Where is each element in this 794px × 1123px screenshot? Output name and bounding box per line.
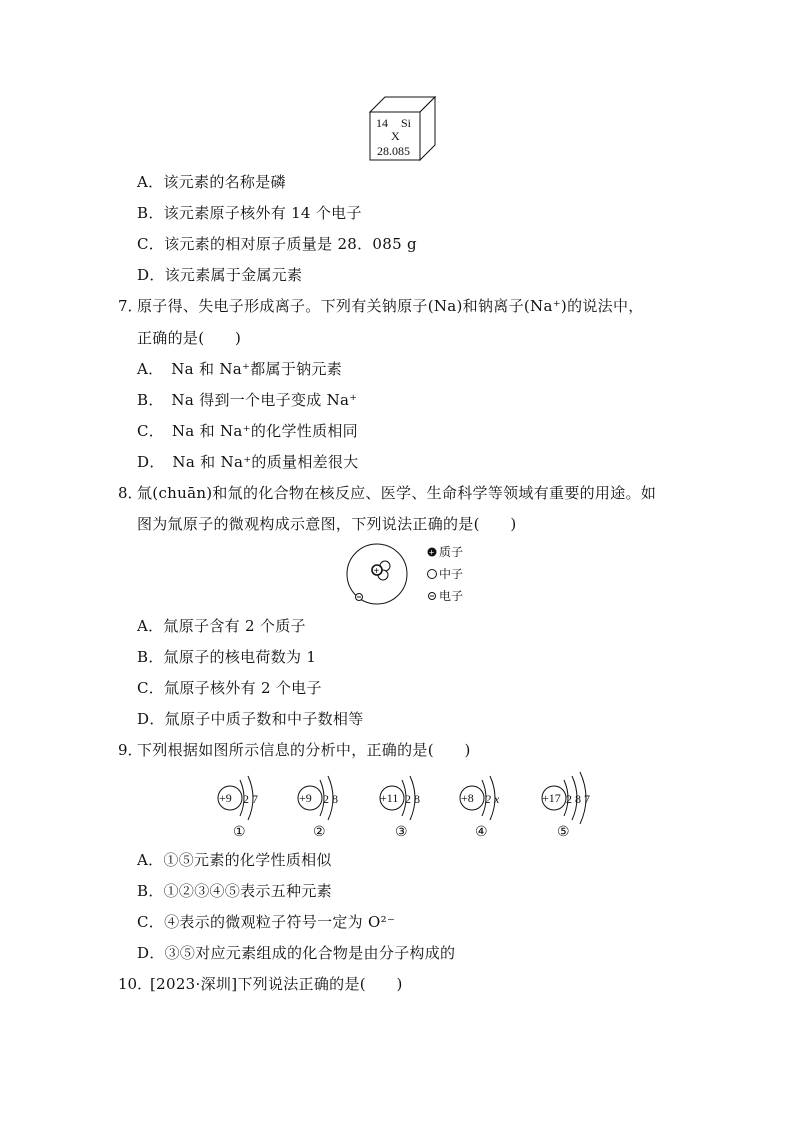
- atom-diagram-5: [542, 772, 590, 840]
- svg-text:+9: +9: [219, 791, 232, 805]
- svg-text:+11: +11: [380, 791, 399, 805]
- svg-text:2 x: 2 x: [485, 792, 500, 806]
- legend-neutron: 中子: [439, 567, 464, 581]
- q7-option-a: A． Na 和 Na⁺都属于钠元素: [137, 360, 343, 378]
- q9-option-b: B．①②③④⑤表示五种元素: [137, 882, 332, 900]
- q8-number: 8．: [118, 484, 143, 502]
- atom-diagram-2: [298, 776, 338, 840]
- q7-option-b: B． Na 得到一个电子变成 Na⁺: [137, 391, 358, 409]
- svg-text:②: ②: [313, 825, 326, 840]
- svg-text:①: ①: [233, 825, 246, 840]
- svg-text:+9: +9: [299, 791, 312, 805]
- legend-electron: 电子: [439, 589, 464, 603]
- q9-stem: 下列根据如图所示信息的分析中，正确的是( ): [137, 741, 471, 759]
- atom-diagram-3: [380, 776, 420, 840]
- svg-text:③: ③: [395, 825, 408, 840]
- q8-stem-line2: 图为氚原子的微观构成示意图，下列说法正确的是( ): [137, 515, 517, 533]
- q6-option-c: C．该元素的相对原子质量是 28．085 g: [137, 235, 417, 253]
- q8-option-d: D．氚原子中质子数和中子数相等: [137, 710, 364, 728]
- svg-text:④: ④: [475, 825, 488, 840]
- element-symbol: Si: [401, 116, 412, 130]
- q7-option-d: D． Na 和 Na⁺的质量相差很大: [137, 453, 359, 471]
- q7-option-c: C． Na 和 Na⁺的化学性质相同: [137, 422, 358, 440]
- legend-proton: 质子: [439, 545, 464, 559]
- svg-text:+: +: [429, 547, 435, 558]
- q9-option-a: A．①⑤元素的化学性质相似: [137, 851, 332, 869]
- element-mass: 28.085: [377, 144, 410, 158]
- q9-number: 9．: [118, 741, 143, 759]
- q6-option-a: A．该元素的名称是磷: [137, 173, 286, 191]
- q7-stem-line2: 正确的是( ): [137, 329, 242, 347]
- q10-stem: [2023·深圳]下列说法正确的是( ): [150, 975, 403, 993]
- q7-number: 7．: [118, 297, 143, 315]
- svg-text:⑤: ⑤: [557, 825, 570, 840]
- element-number: 14: [376, 116, 388, 130]
- q7-stem-line1: 原子得、失电子形成离子。下列有关钠原子(Na)和钠离子(Na⁺)的说法中，: [137, 297, 644, 315]
- q9-option-d: D．③⑤对应元素组成的化合物是由分子构成的: [137, 944, 456, 962]
- q6-option-b: B．该元素原子核外有 14 个电子: [137, 204, 362, 222]
- svg-text:2 8 7: 2 8 7: [566, 792, 590, 806]
- q8-option-a: A．氚原子含有 2 个质子: [137, 617, 306, 635]
- atom-diagram-1: [218, 776, 258, 840]
- element-name: X: [391, 129, 400, 143]
- svg-text:+: +: [373, 566, 380, 577]
- svg-text:2 7: 2 7: [243, 792, 258, 806]
- q6-option-d: D．该元素属于金属元素: [137, 266, 303, 284]
- tritium-atom-diagram: [340, 542, 480, 608]
- element-box-figure: [368, 95, 438, 163]
- q8-option-b: B．氚原子的核电荷数为 1: [137, 648, 317, 666]
- atomic-structure-diagrams: [210, 768, 610, 844]
- svg-text:2 8: 2 8: [405, 792, 420, 806]
- atom-diagram-4: [460, 776, 500, 840]
- svg-text:+17: +17: [542, 791, 561, 805]
- q10-number: 10．: [118, 975, 153, 993]
- q8-stem-line1: 氚(chuān)和氚的化合物在核反应、医学、生命科学等领域有重要的用途。如: [137, 484, 657, 502]
- q9-option-c: C．④表示的微观粒子符号一定为 O²⁻: [137, 913, 396, 931]
- svg-text:2 8: 2 8: [323, 792, 338, 806]
- neutron-legend-icon: [428, 570, 437, 579]
- q8-option-c: C．氚原子核外有 2 个电子: [137, 679, 322, 697]
- svg-text:+8: +8: [461, 791, 474, 805]
